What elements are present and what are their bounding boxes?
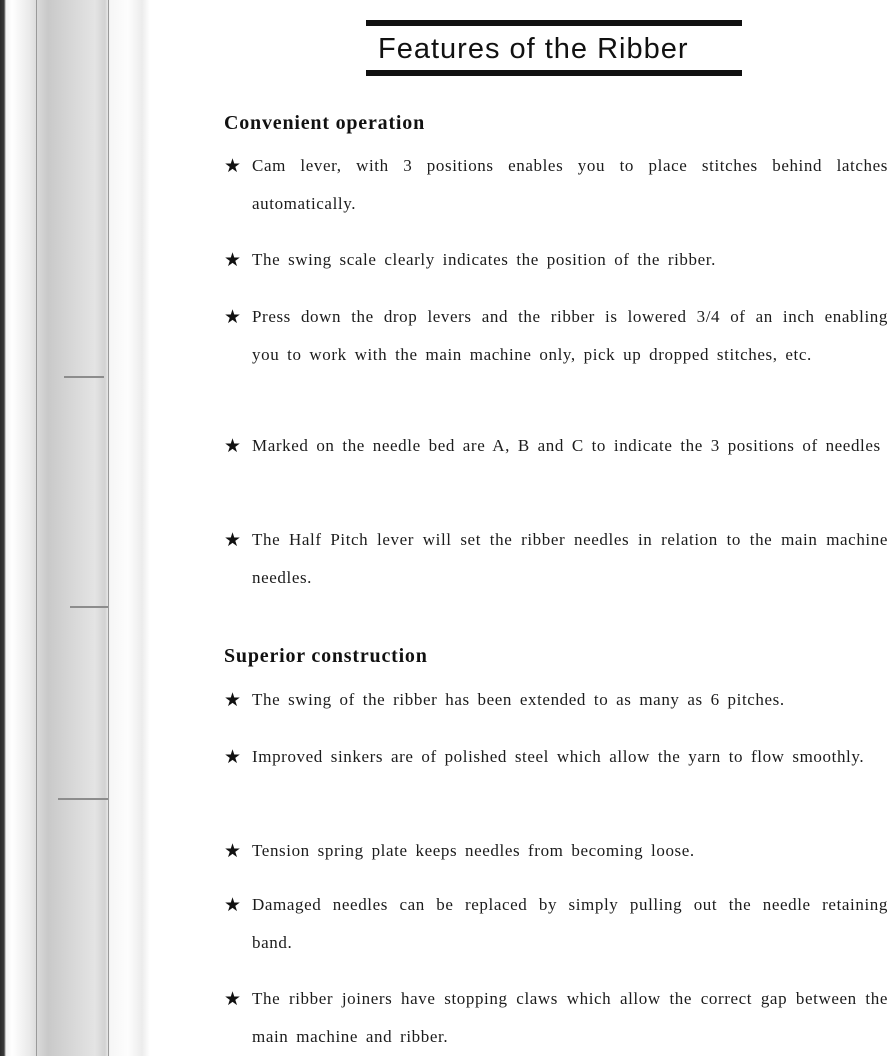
spine-mark xyxy=(64,376,104,378)
spine-mark xyxy=(70,606,108,608)
feature-text: Tension spring plate keeps needles from becoming loose. xyxy=(252,841,695,860)
spine-fold-line xyxy=(108,0,109,1056)
page-title: Features of the Ribber xyxy=(378,33,689,65)
feature-item xyxy=(224,747,888,776)
star-bullet-icon: ★ xyxy=(224,746,242,768)
star-bullet-icon: ★ xyxy=(224,155,242,177)
star-bullet-icon: ★ xyxy=(224,306,242,328)
feature-text: Improved sinkers are of polished steel which allow the yarn to flow smoothly. xyxy=(252,747,865,766)
feature-item xyxy=(224,530,888,597)
feature-item xyxy=(224,989,888,1056)
feature-item xyxy=(224,156,888,223)
star-bullet-icon: ★ xyxy=(224,689,242,711)
section-heading-convenient-operation: Convenient operation xyxy=(224,112,425,134)
feature-item xyxy=(224,841,888,870)
feature-text: Marked on the needle bed are A, B and C to indicate the 3 positions of needles xyxy=(252,436,881,455)
feature-item xyxy=(224,307,888,374)
spine-fold-line xyxy=(36,0,37,1056)
feature-item xyxy=(224,690,888,719)
feature-text: Damaged needles can be replaced by simply pulling out the needle retaining band. xyxy=(252,895,888,952)
star-bullet-icon: ★ xyxy=(224,249,242,271)
feature-item xyxy=(224,436,888,465)
star-bullet-icon: ★ xyxy=(224,840,242,862)
star-bullet-icon: ★ xyxy=(224,529,242,551)
star-bullet-icon: ★ xyxy=(224,894,242,916)
feature-text: The swing of the ribber has been extended to as many as 6 pitches. xyxy=(252,690,785,709)
star-bullet-icon: ★ xyxy=(224,988,242,1010)
feature-text: Press down the drop levers and the ribber is lowered 3/4 of an inch enabling you to work with the main machine only, pick up dropped stitches, etc. xyxy=(252,307,888,364)
feature-text: The swing scale clearly indicates the position of the ribber. xyxy=(252,250,716,269)
feature-item xyxy=(224,250,888,279)
section-heading-superior-construction: Superior construction xyxy=(224,645,428,667)
spine-mark xyxy=(58,798,108,800)
feature-text: The ribber joiners have stopping claws which allow the correct gap between the main machine and ribber. xyxy=(252,989,888,1046)
star-bullet-icon: ★ xyxy=(224,435,242,457)
binding-spine xyxy=(0,0,150,1056)
feature-item xyxy=(224,895,888,962)
feature-text: Cam lever, with 3 positions enables you to place stitches behind latches automatically. xyxy=(252,156,888,213)
feature-text: The Half Pitch lever will set the ribber needles in relation to the main machine needles. xyxy=(252,530,888,587)
